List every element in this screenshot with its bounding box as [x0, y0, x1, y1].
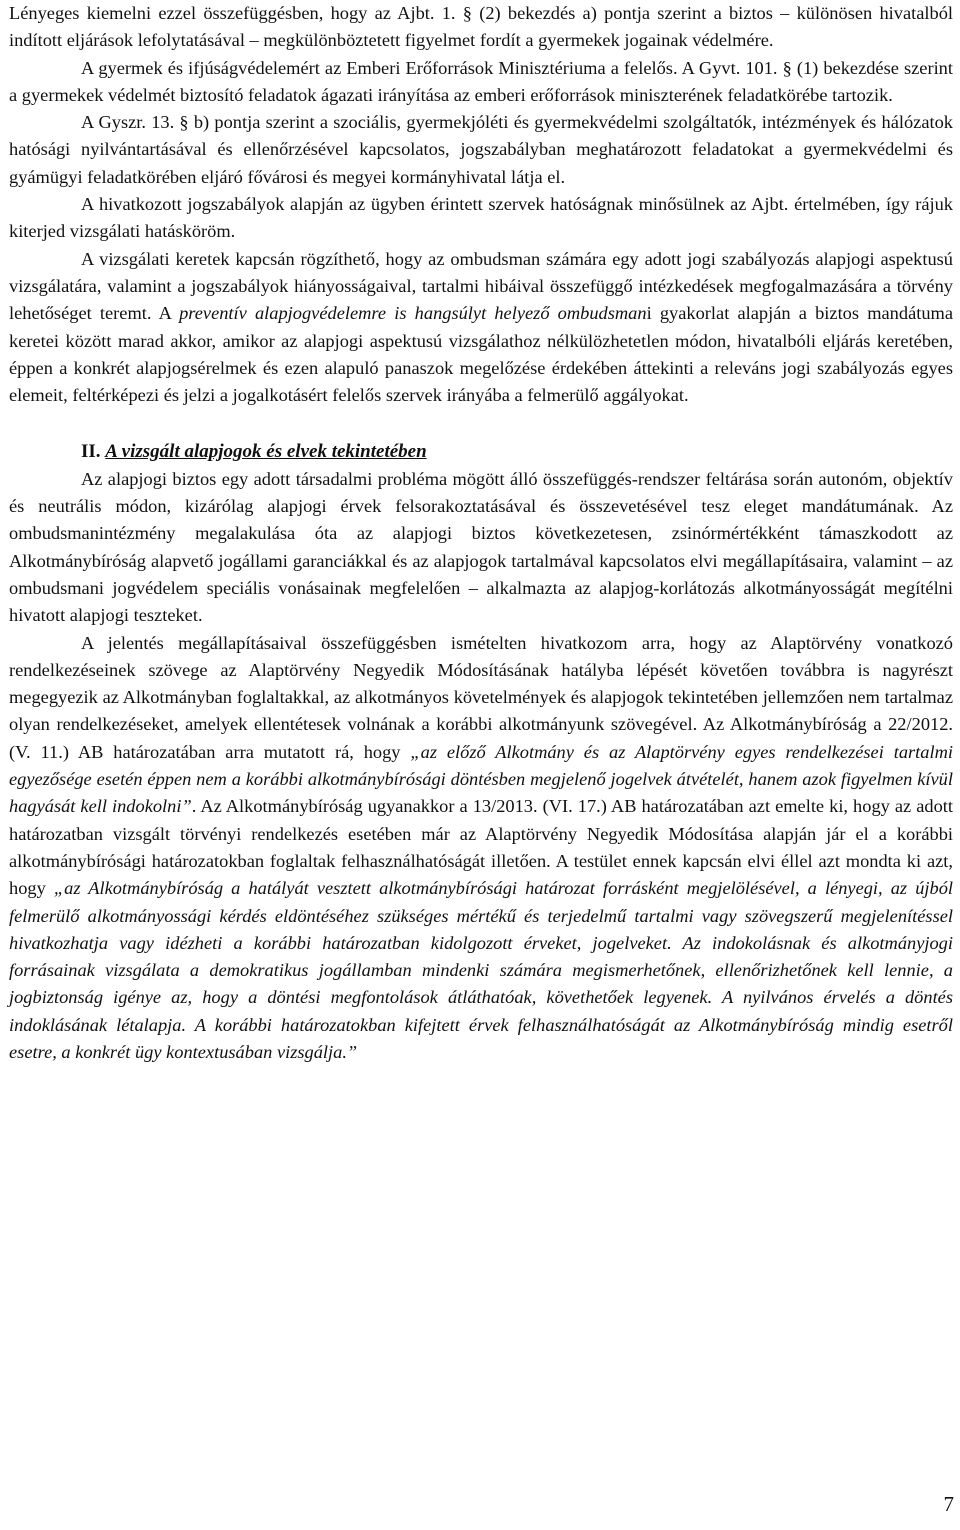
text-segment: A vizsgálati keretek kapcsán rögzíthető, hogy az ombudsman számára egy adott jogi szabályozás alapjogi aspektusú vizsgálatára, valamint a jogszabályok hiányosságaival, tartalmi hibáival összefüggő intézkedések megfogalmazására a törvény lehetőséget teremt. A	[9, 248, 953, 324]
paragraph-constitutional-court	[9, 630, 953, 1067]
section-number: II.	[81, 441, 101, 463]
paragraph-investigation-framework	[9, 246, 953, 410]
paragraph-competence: A hivatkozott jogszabályok alapján az ügyben érintett szervek hatóságnak minősülnek az Ajbt. értelmében, így rájuk kiterjed vizsgálati hatásköröm.	[9, 194, 953, 242]
section-heading	[9, 438, 953, 465]
document-page	[9, 0, 953, 1066]
text-segment: . Az Alkotmánybíróság ugyanakkor a 13/2013. (VI. 17.) AB határozatában azt emelte ki, hogy az adott határozatban vizsgált törvényi rendelkezés esetében már az Alaptörvény Negyedik Módosítása alapján jár el a korábbi alkotmánybírósági határozatokban foglaltak felhasználhatóságát illetően. A testület ennek kapcsán elvi éllel azt mondta ki azt, hogy	[9, 796, 953, 899]
paragraph-ajbt-reference: Lényeges kiemelni ezzel összefüggésben, hogy az Ajbt. 1. § (2) bekezdés a) pontja szerint a biztos – különösen hivatalból indított eljárások lefolytatásával – megkülönböztetett figyelmet fordít a gyermekek jogainak védelmére.	[9, 3, 953, 51]
page-number: 7	[943, 1492, 954, 1516]
paragraph-ministry-responsibility: A gyermek és ifjúságvédelemért az Emberi Erőforrások Minisztériuma a felelős. A Gyvt. 101. § (1) bekezdése szerint a gyermekek védelmét biztosító feladatok ágazati irányítása az emberi erőforrások miniszterének feladatkörébe tartozik.	[9, 57, 953, 105]
paragraph-gyszr-reference: A Gyszr. 13. § b) pontja szerint a szociális, gyermekjóléti és gyermekvédelmi szolgáltatók, intézmények és hálózatok hatósági nyilvántartásával és ellenőrzésével kapcsolatos, jogszabályban meghatározott feladatokat a gyermekvédelmi és gyámügyi feladatkörében eljáró fővárosi és megyei kormányhivatal látja el.	[9, 112, 953, 187]
text-segment: A jelentés megállapításaival összefüggésben ismételten hivatkozom arra, hogy az Alaptörvény vonatkozó rendelkezéseinek szövege az Alaptörvény Negyedik Módosításának hatályba lépését követően továbbra is nagyrészt megegyezik az Alkotmányban foglaltakkal, az alkotmányos követelmények és alapjogok tekintetében jellemzően nem tartalmaz olyan rendelkezéseket, amelyek ellentétesek volnának a korábbi alkotmányunk szövegével. Az Alkotmánybíróság a 22/2012. (V. 11.) AB határozatában arra mutatott rá, hogy	[9, 632, 953, 762]
quote-text: „az Alkotmánybíróság a hatályát vesztett alkotmánybírósági határozat forrásként megjelölésével, a lényegi, az újból felmerülő alkotmányossági kérdés eldöntéséhez szükséges mértékű és terjedelmű tartalmi vagy szövegszerű megjelenítéssel hivatkozhatja vagy idézheti a korábbi határozatban kidolgozott érveket, jogelveket. Az indokolásnak és alkotmányjogi forrásainak vizsgálata a demokratikus jogállamban mindenki számára megismerhetőnek, ellenőrizhetőnek kell lennie, a jogbiztonság igénye az, hogy a döntési megfontolások átláthatóak, követhetőek legyenek. A nyilvános érvelés a döntés indoklásának létalapja. A korábbi határozatokban kifejtett érvek felhasználhatóságát az Alkotmánybíróság mindig esetről esetre, a konkrét ügy kontextusában vizsgálja.”	[9, 878, 953, 1062]
paragraph-ombudsman-role: Az alapjogi biztos egy adott társadalmi probléma mögött álló összefüggés-rendszer feltárása során autonóm, objektív és neutrális módon, kizárólag alapjogi érvek felsorakoztatásával és összevetésével tesz eleget mandátumának. Az ombudsmanintézmény megalakulása óta az alapjogi biztos következetesen, zsinórmértékként támaszkodott az Alkotmánybíróság alapvető jogállami garanciákkal és az alapjogok tartalmával kapcsolatos elvi megállapításaira, valamint – az ombudsmani jogvédelem speciális vonásainak megfelelően – alkalmazta az alapjog-korlátozás alkotmányosságát megítélni hivatott alapjogi teszteket.	[9, 468, 953, 626]
emphasis-text: preventív alapjogvédelemre is hangsúlyt helyező ombudsman	[179, 303, 647, 324]
quote-text: „az előző Alkotmány és az Alaptörvény egyes rendelkezései tartalmi egyezősége esetén éppen nem a korábbi alkotmánybírósági döntésben megjelenő jogelvek átvételét, hanem azok figyelmen kívül hagyását kell indokolni”	[9, 741, 953, 817]
text-segment: i gyakorlat alapján a biztos mandátuma keretei között marad akkor, amikor az alapjogi aspektusú vizsgálathoz nélkülözhetetlen módon, hivatalbóli eljárás keretében, éppen a konkrét alapjogsérelmek és ezen alapuló panaszok megelőzése érdekében áttekinti a releváns jogi szabályozás egyes elemeit, feltérképezi és jelzi a jogalkotásért felelős szervek irányába a felmerülő aggályokat.	[9, 303, 953, 406]
section-title: A vizsgált alapjogok és elvek tekintetében	[105, 441, 427, 463]
